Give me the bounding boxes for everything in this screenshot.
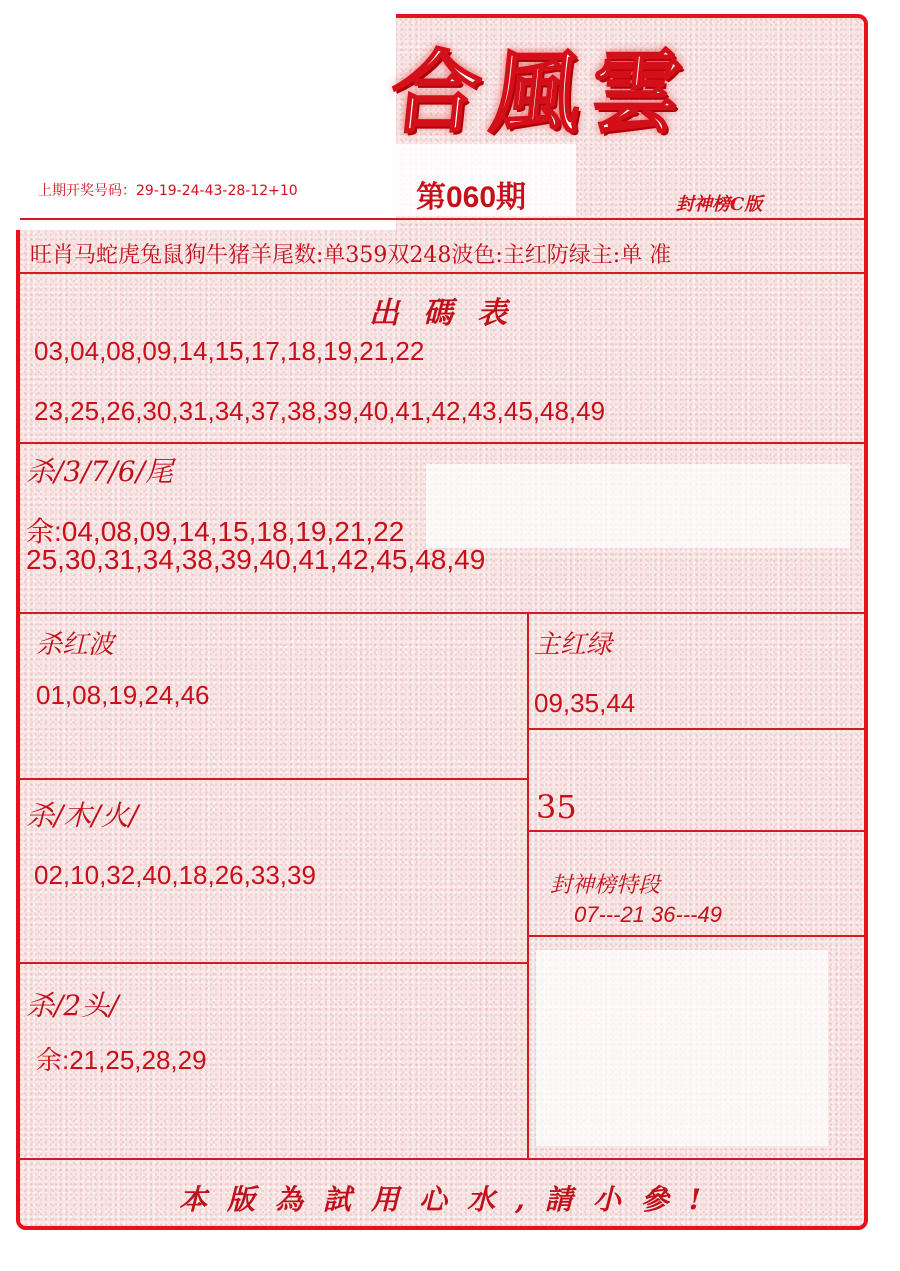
divider: [528, 728, 864, 730]
kill-wood-fire-label: 杀/木/火/: [26, 799, 139, 832]
divider: [527, 612, 529, 1158]
hot-zodiac-line: 旺肖马蛇虎兔鼠狗牛猪羊尾数:单359双248波色:主红防绿主:单 准: [30, 243, 672, 268]
divider: [20, 612, 866, 614]
kill-tail-rest-2: 25,30,31,34,38,39,40,41,42,45,48,49: [26, 544, 486, 575]
footer-notice: 本版為試用心水,請小參!: [178, 1183, 722, 1216]
kill-tail-label: 杀/3/7/6/尾: [26, 455, 174, 488]
divider: [20, 1158, 866, 1160]
special-value: 07---21 36---49: [574, 902, 722, 927]
divider: [20, 962, 528, 964]
kill-wood-fire-numbers: 02,10,32,40,18,26,33,39: [34, 860, 316, 890]
last-draw-numbers: 上期开奖号码：29-19-24-43-28-12+10: [38, 183, 298, 199]
chart-title: 出碼表: [369, 296, 531, 331]
issue-number: 第060期: [416, 181, 527, 214]
page-title: 合風雲: [385, 40, 697, 146]
divider: [20, 272, 866, 274]
divider: [528, 830, 864, 832]
kill-red-numbers: 01,08,19,24,46: [36, 680, 210, 710]
blank-box: [536, 950, 828, 1146]
divider: [528, 935, 864, 937]
kill-head-rest: 余:21,25,28,29: [36, 1045, 207, 1075]
main-red-green-numbers: 09,35,44: [534, 688, 636, 718]
tail-whiteout: [426, 464, 850, 548]
kill-head-label: 杀/2头/: [26, 989, 119, 1022]
kill-red-label: 杀红波: [36, 630, 115, 660]
single-number: 35: [536, 788, 577, 826]
chart-row-2: 23,25,26,30,31,34,37,38,39,40,41,42,43,45,48,49: [34, 396, 606, 426]
divider: [20, 218, 866, 220]
divider: [20, 778, 528, 780]
edition-label: 封神榜C版: [676, 194, 763, 215]
kill-tail-rest-1: 余:04,08,09,14,15,18,19,21,22: [26, 516, 405, 547]
main-red-green-label: 主红绿: [534, 630, 613, 660]
special-label: 封神榜特段: [550, 873, 661, 898]
divider: [20, 442, 866, 444]
chart-row-1: 03,04,08,09,14,15,17,18,19,21,22: [34, 336, 425, 366]
